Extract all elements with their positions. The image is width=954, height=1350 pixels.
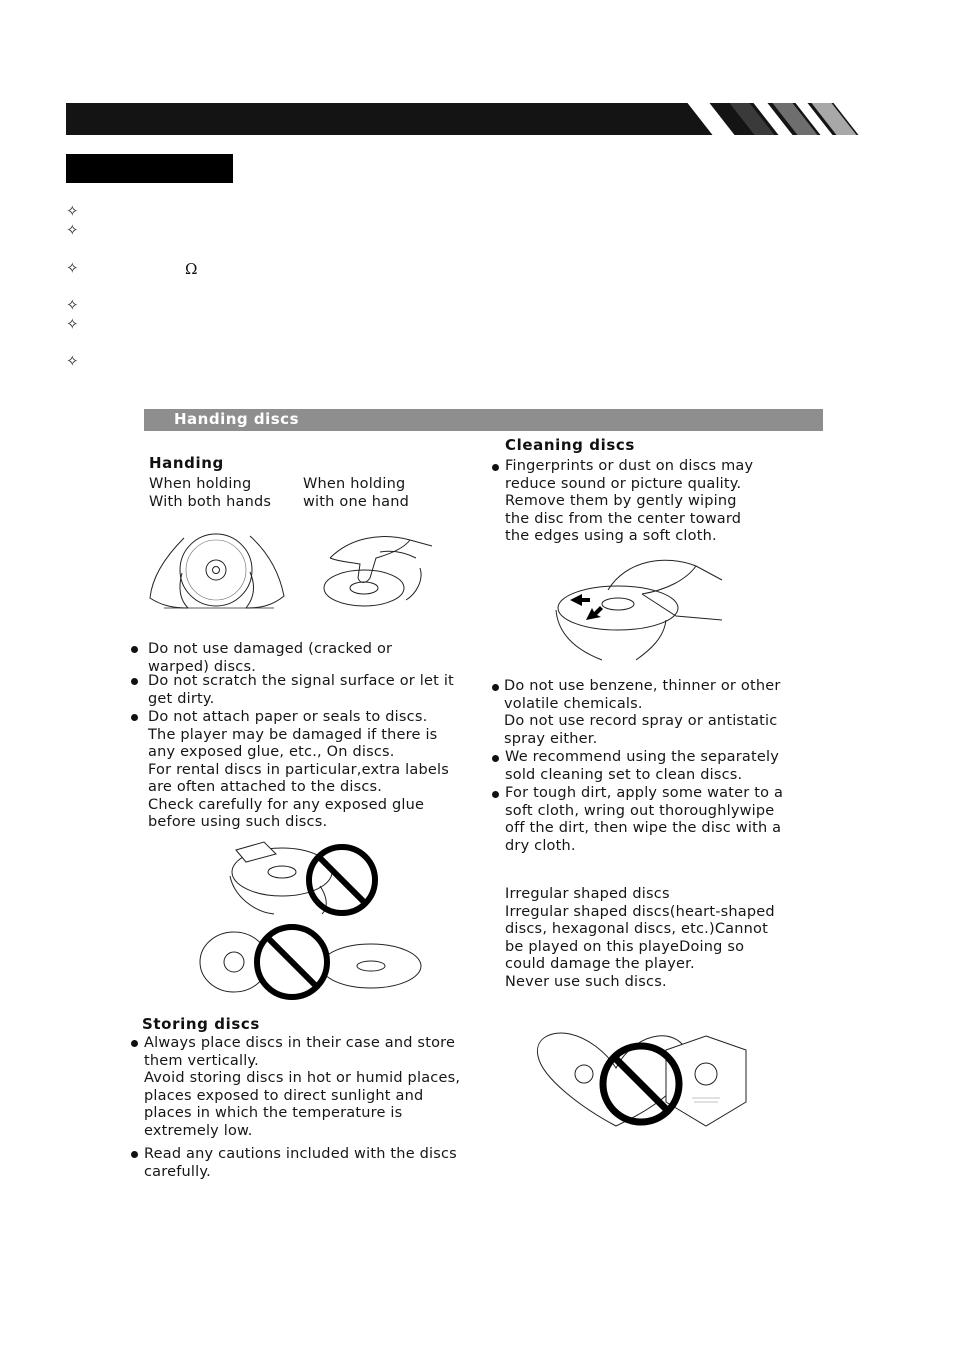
bullet-icon	[492, 464, 499, 471]
bullet-icon	[492, 684, 499, 691]
bullet-icon	[131, 1151, 138, 1158]
handling-heading: Handing	[149, 454, 224, 472]
handling-bullet-2: Do not scratch the signal surface or let it get dirty.	[148, 673, 454, 707]
storing-heading: Storing discs	[142, 1015, 260, 1033]
bullet-icon	[131, 646, 138, 653]
caption-both-hands: When holding With both hands	[149, 476, 272, 510]
caption-one-hand: When holding with one hand	[303, 476, 410, 510]
diamond-bullet-icon: ✧	[66, 202, 79, 220]
two-hands-disc-illustration	[144, 528, 294, 612]
bullet-icon	[492, 755, 499, 762]
cleaning-bullet-1: Do not use benzene, thinner or other volatile chemicals. Do not use record spray or antistatic spray either.	[504, 678, 781, 747]
diamond-bullet-icon: ✧	[66, 221, 79, 239]
cleaning-intro: Fingerprints or dust on discs may reduce sound or picture quality. Remove them by gently wiping the disc from the center toward the edges using a soft cloth.	[505, 458, 754, 544]
diamond-bullet-icon: ✧	[66, 352, 79, 370]
bullet-icon	[131, 1040, 138, 1047]
handling-bullet-1: Do not use damaged (cracked or warped) discs.	[148, 641, 393, 675]
handling-bullet-3: Do not attach paper or seals to discs. The player may be damaged if there is any exposed glue, etc., On discs. For rental discs in particular,extra labels are often attached to the discs. Check carefully for any exposed glue before using such discs.	[148, 709, 449, 830]
irregular-discs-illustration	[532, 1028, 754, 1130]
storing-bullet-2: Read any cautions included with the discs carefully.	[144, 1146, 457, 1180]
section-tab	[66, 154, 233, 183]
bullet-icon	[131, 678, 138, 685]
storing-bullet-1: Always place discs in their case and store them vertically. Avoid storing discs in hot or humid places, places exposed to direct sunlight and places in which the temperature is extremely low.	[144, 1035, 461, 1139]
cleaning-bullet-2: We recommend using the separately sold cleaning set to clean discs.	[505, 749, 780, 783]
section-title: Handing discs	[174, 410, 299, 428]
bullet-icon	[492, 791, 499, 798]
diamond-bullet-icon: ✧	[66, 259, 79, 277]
one-hand-disc-illustration	[320, 528, 438, 612]
irregular-discs-text: Irregular shaped discs Irregular shaped discs(heart-shaped discs, hexagonal discs, etc.)Cannot be played on this playeDoing so could damage the player. Never use such discs.	[505, 886, 775, 990]
cleaning-heading: Cleaning discs	[505, 436, 635, 454]
diamond-bullet-icon: ✧	[66, 296, 79, 314]
warped-discs-illustration	[196, 922, 424, 1000]
diamond-bullet-icon: ✧	[66, 315, 79, 333]
disc-with-label-illustration	[224, 836, 384, 916]
omega-symbol: Ω	[185, 260, 198, 278]
cleaning-disc-illustration	[546, 550, 728, 665]
cleaning-bullet-3: For tough dirt, apply some water to a soft cloth, wring out thoroughlywipe off the dirt, then wipe the disc with a dry cloth.	[505, 785, 784, 854]
bullet-icon	[131, 714, 138, 721]
